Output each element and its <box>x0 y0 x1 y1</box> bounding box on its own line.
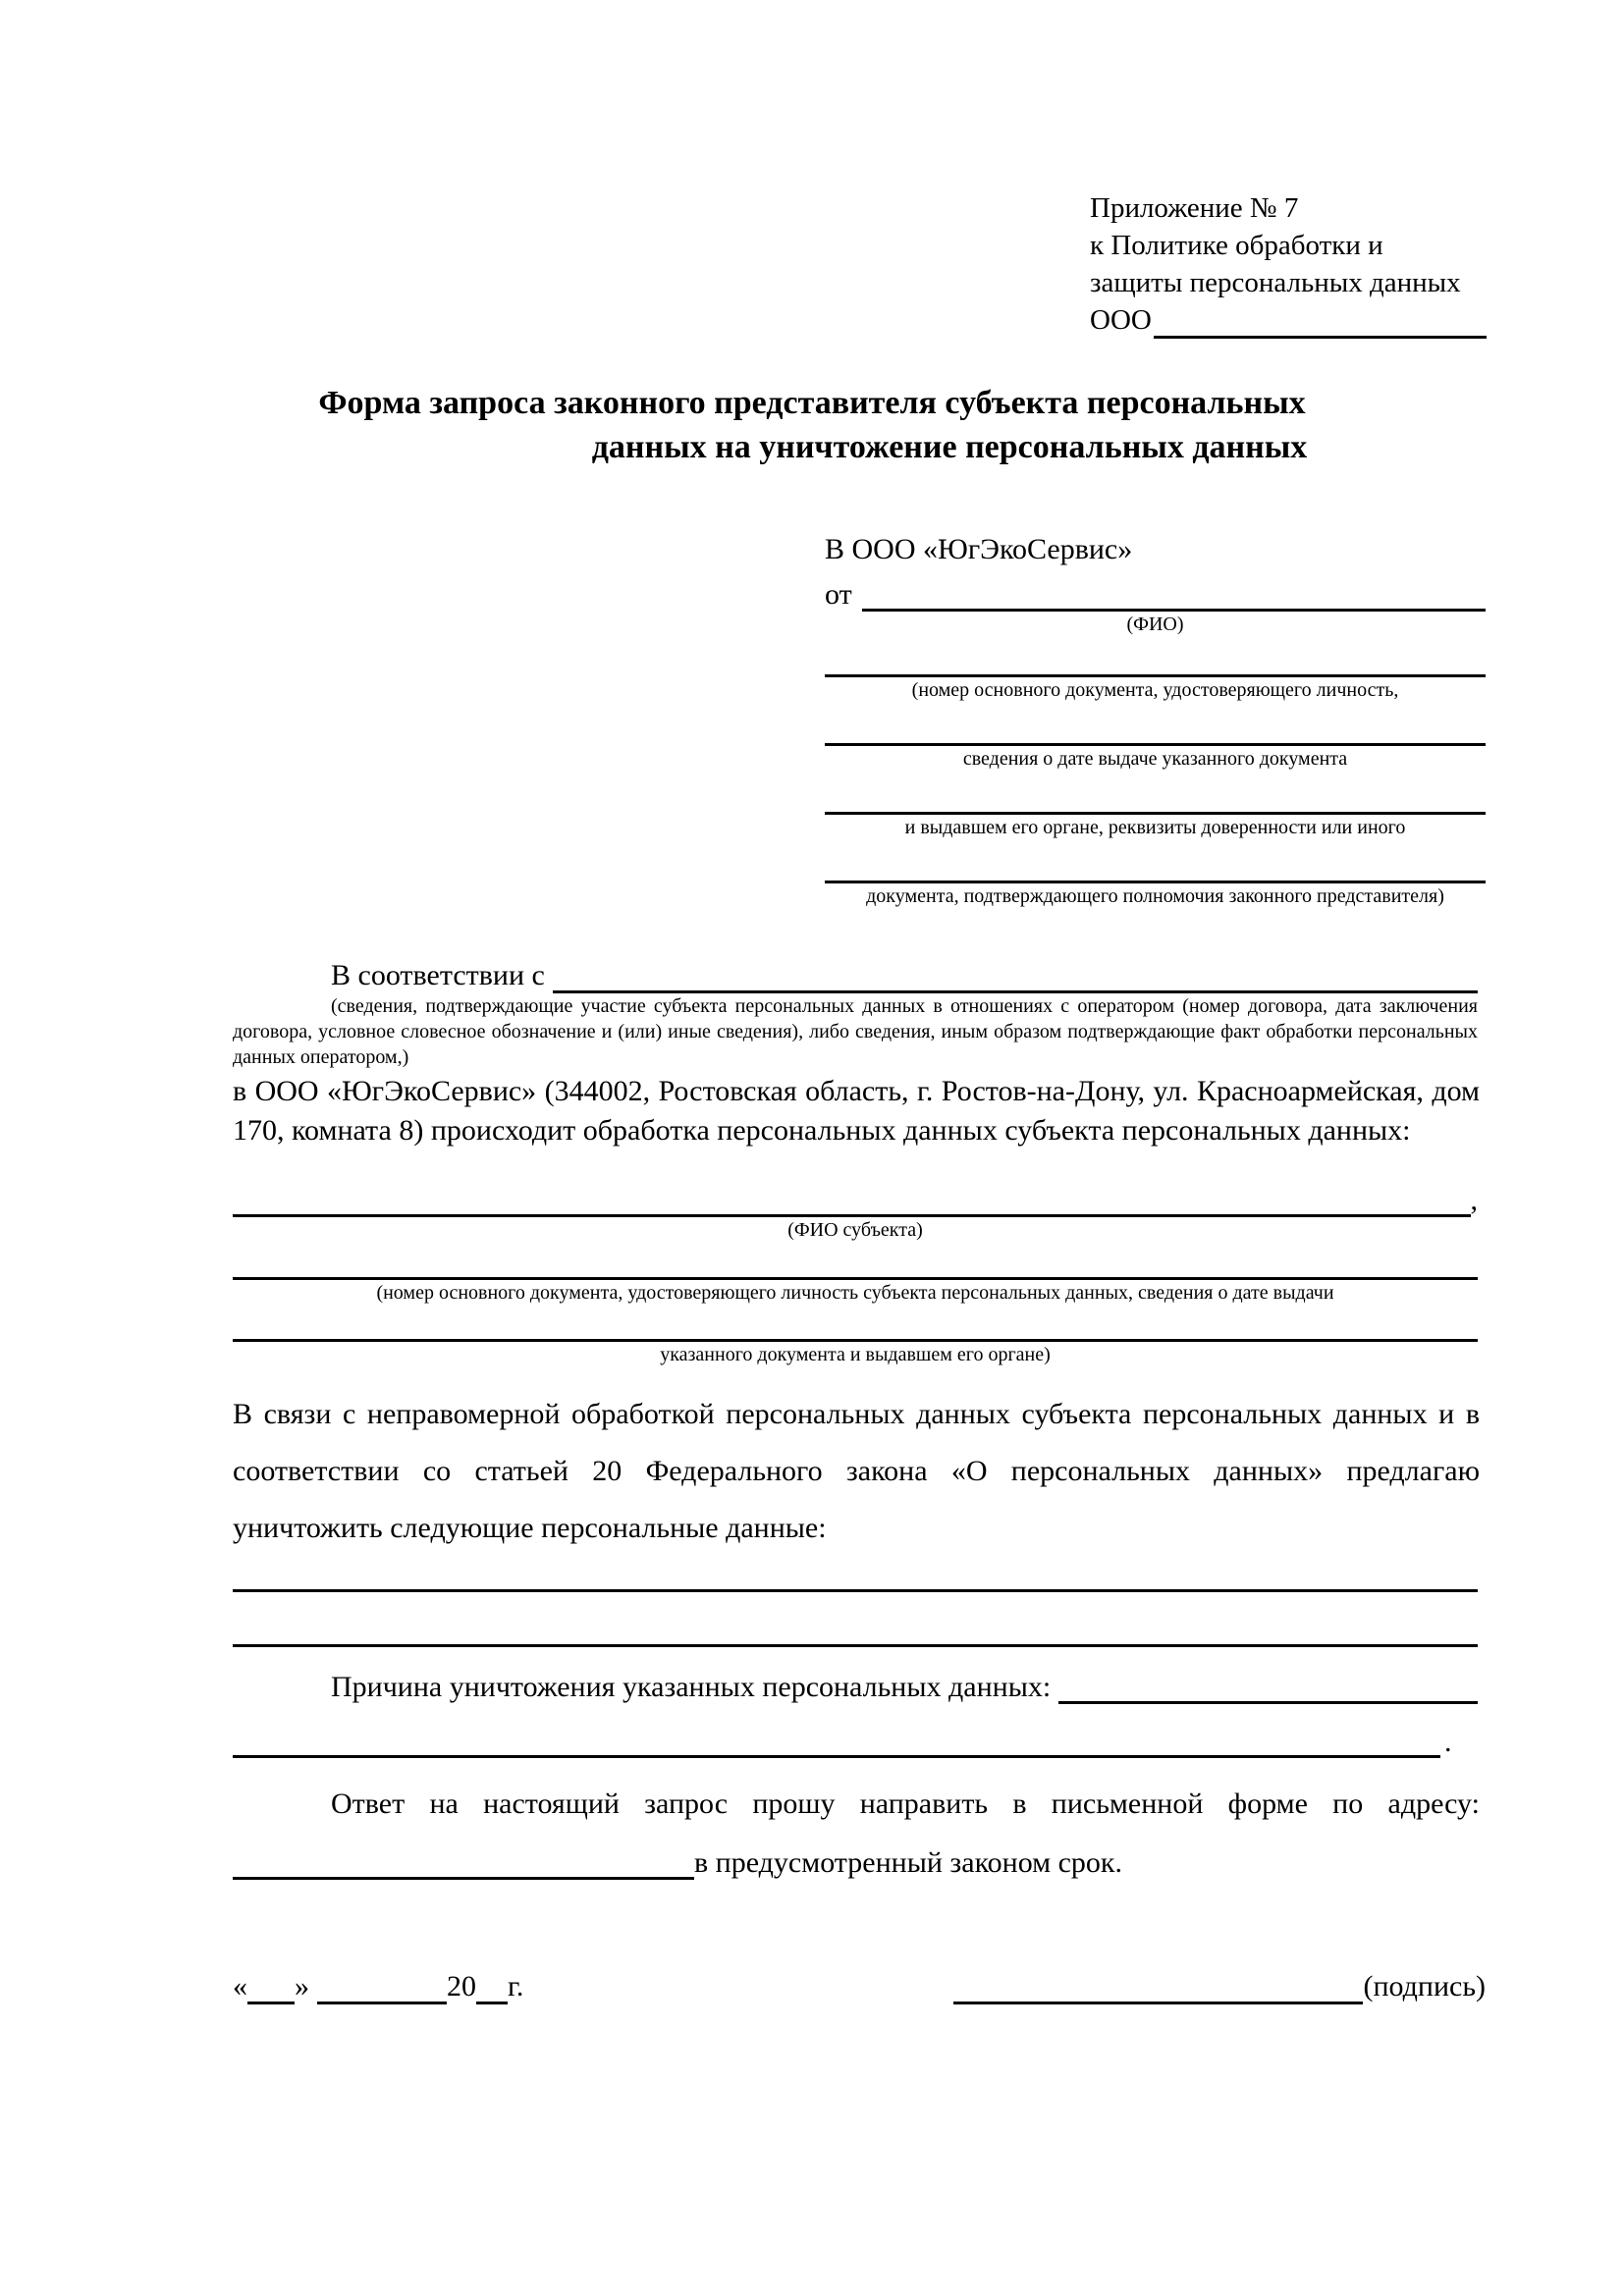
accordance-lead: В соответствии с <box>331 959 545 991</box>
representative-doc-caption-3: и выдавшем его органе, реквизиты доверенности или иного <box>904 817 1406 838</box>
date-group <box>233 1968 523 2004</box>
date-year-prefix: 20 <box>447 1970 476 2002</box>
reason-row-2 <box>233 1726 1478 1758</box>
appendix-line-2: к Политике обработки и <box>1090 230 1383 261</box>
request-paragraph: В связи с неправомерной обработкой персональных данных субъекта персональных данных и в соответствии со статьей 20 Федерального закона «О персональных данных» предлагаю уничтожить следующие персональные данные: <box>233 1398 1480 1544</box>
reason-period: . <box>1444 1726 1452 1758</box>
appendix-line-1: Приложение № 7 <box>1090 192 1299 224</box>
response-address-blank-line <box>233 1849 694 1880</box>
fio-caption: (ФИО) <box>1126 614 1184 635</box>
subject-doc-blank-line-2 <box>233 1317 1478 1342</box>
accordance-row <box>233 957 1478 993</box>
data-blank-line-1 <box>233 1563 1478 1592</box>
representative-doc-blank-line-1 <box>825 652 1486 677</box>
appendix-note <box>1090 189 1487 339</box>
subject-fio-row <box>233 1184 1478 1217</box>
date-month-blank-line <box>317 1974 447 2004</box>
subject-fio-comma: , <box>1470 1184 1478 1216</box>
representative-doc-blank-line-4 <box>825 858 1486 883</box>
addressee-block <box>825 530 1486 909</box>
response-paragraph: Ответ на настоящий запрос прошу направить в письменной форме по адресу: <box>331 1788 1480 1820</box>
subject-fio-blank-line <box>233 1189 1471 1217</box>
signature-group <box>953 1968 1486 2004</box>
signature-blank-line <box>953 1974 1363 2004</box>
date-year-blank-line <box>476 1974 508 2004</box>
operator-paragraph: в ООО «ЮгЭкоСервис» (344002, Ростовская область, г. Ростов-на-Дону, ул. Красноармейская, дом 170, комната 8) происходит обработка персональных данных субъекта персональных данных: <box>233 1075 1480 1147</box>
representative-doc-caption-1: (номер основного документа, удостоверяющего личность, <box>911 679 1399 701</box>
subject-block <box>233 1184 1478 1367</box>
subject-fio-caption: (ФИО субъекта) <box>787 1219 923 1241</box>
reason-blank-line-1 <box>1058 1675 1478 1704</box>
representative-doc-caption-4: документа, подтверждающего полномочия законного представителя) <box>866 885 1444 907</box>
appendix-org-blank-line <box>1154 306 1487 339</box>
addressee-org: В ООО «ЮгЭкоСервис» <box>825 533 1133 565</box>
form-title-line-2: данных на уничтожение персональных данных <box>591 429 1308 465</box>
representative-doc-caption-2: сведения о дате выдаче указанного документа <box>962 748 1348 770</box>
from-label: от <box>825 578 852 611</box>
from-row <box>825 577 1486 612</box>
date-year-suffix: г. <box>508 1970 524 2002</box>
reason-label: Причина уничтожения указанных персональных данных: <box>331 1671 1052 1703</box>
response-address-row <box>233 1845 1478 1880</box>
representative-fio-blank-line <box>862 581 1486 612</box>
reason-blank-line-2 <box>233 1730 1440 1758</box>
subject-doc-blank-line-1 <box>233 1255 1478 1280</box>
representative-doc-blank-line-2 <box>825 721 1486 746</box>
form-title <box>0 381 1624 469</box>
date-day-blank-line <box>247 1974 295 2004</box>
response-tail: в предусмотренный законом срок. <box>694 1846 1122 1879</box>
footer-row <box>233 1968 1486 2004</box>
form-title-line-1: Форма запроса законного представителя субъекта персональных <box>318 385 1306 421</box>
appendix-line-3: защиты персональных данных <box>1090 267 1461 298</box>
data-blank-line-2 <box>233 1618 1478 1647</box>
accordance-blank-line <box>553 961 1478 993</box>
appendix-org-label: ООО <box>1090 304 1152 336</box>
signature-caption: (подпись) <box>1363 1970 1486 2002</box>
accordance-caption: (сведения, подтверждающие участие субъекта персональных данных в отношениях с оператором (номер договора, дата заключения договора, условное словесное обозначение и (или) иные сведения), либо сведения, иным образом подтверждающие факт обработки персональных данных оператором,) <box>233 995 1478 1068</box>
subject-doc-caption-2: указанного документа и выдавшем его органе) <box>660 1344 1051 1365</box>
appendix-org-row <box>1090 301 1487 339</box>
subject-doc-caption-1: (номер основного документа, удостоверяющего личность субъекта персональных данных, сведения о дате выдачи <box>376 1282 1334 1304</box>
reason-row <box>233 1671 1478 1704</box>
representative-doc-blank-line-3 <box>825 789 1486 815</box>
date-quote-close: » <box>295 1970 309 2002</box>
date-quote-open: « <box>233 1970 247 2002</box>
